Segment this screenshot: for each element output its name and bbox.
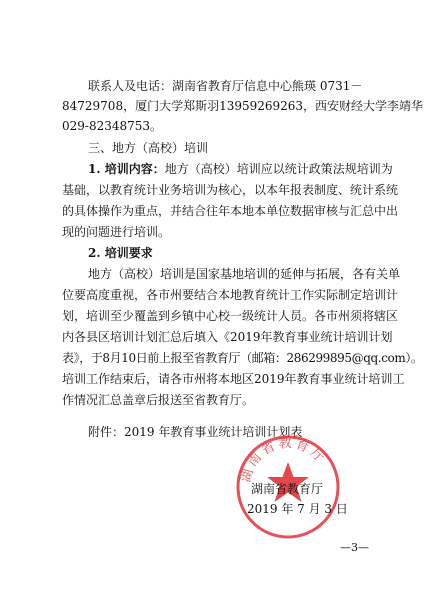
contact-line-3: 029-82348753。 [62,119,163,133]
contact-line-1: 联系人及电话：湖南省教育厅信息中心熊瑛 0731－ [88,79,363,93]
seal-org-name: 湖南省教育厅 [251,482,324,496]
item2-line: 培训工作结束后，请各市州将本地区2019年教育事业统计培训工 [62,372,405,386]
page-number: —3— [340,541,369,554]
item1-first-line [88,161,393,177]
item2-line: 位要高度重视，各市州要结合本地教育统计工作实际制定培训计 [62,288,399,302]
item1-line: 的具体操作为重点，并结合往年本地本单位数据审核与汇总中出 [62,204,399,218]
attachment-text: 附件：2019 年教育事业统计培训计划表 [88,425,303,439]
item2-line: 内各县区培训计划汇总后填入《2019年教育事业统计培训计划 [62,330,393,344]
item2-line: 作情况汇总盖章后报送至省教育厅。 [62,393,255,407]
item1-title: 1. 培训内容： [88,162,165,176]
svg-text:湖南省教育厅: 湖南省教育厅 [238,436,330,485]
item2-title: 2. 培训要求 [88,246,153,260]
seal-date: 2019 年 7 月 3 日 [247,502,348,516]
item2-line: 地方（高校）培训是国家基地培训的延伸与拓展，各有关单 [88,267,401,281]
section-heading: 三、地方（高校）培训 [88,141,209,155]
official-seal [233,432,348,542]
item1-line: 基础，以教育统计业务培训为核心，以本年报表制度、统计系统 [62,183,399,197]
item2-line: 划，培训至少覆盖到乡镇中心校一级统计人员。各市州须将辖区 [62,309,399,323]
item1-line: 现的问题进行培训。 [62,225,171,239]
contact-line-2: 84729708，厦门大学郑斯羽13959269263，西安财经大学李靖华 [62,99,424,113]
item1-first-text: 地方（高校）培训应以统计政策法规培训为 [164,162,393,176]
item2-line: 表》，于8月10日前上报至省教育厅（邮箱：286299895@qq.com）。 [62,351,423,365]
